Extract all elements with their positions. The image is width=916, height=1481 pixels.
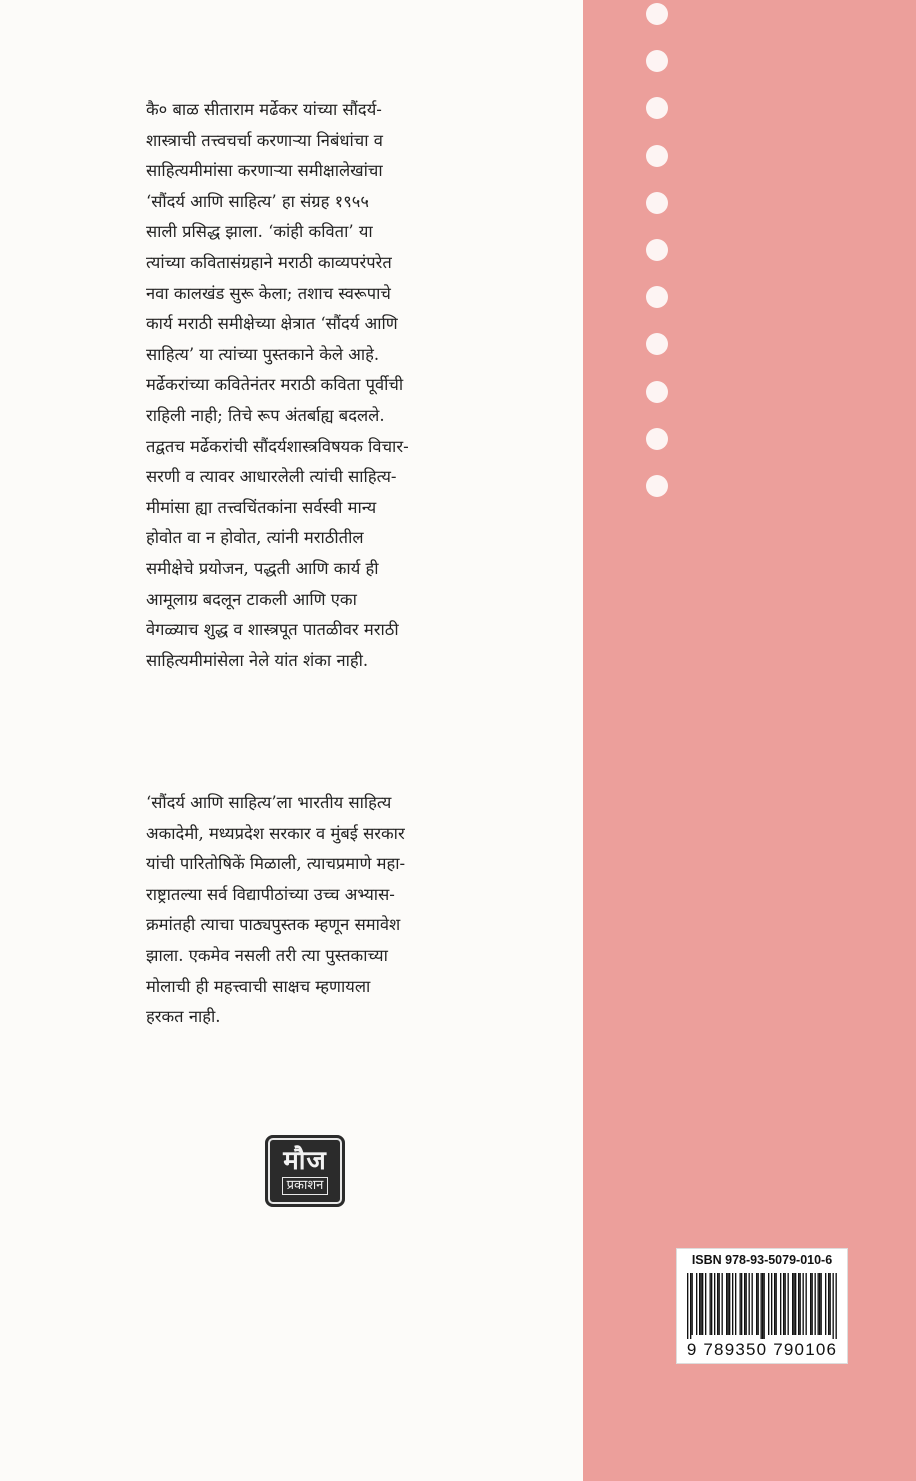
barcode-bar — [701, 1273, 702, 1335]
line: समीक्षेचे प्रयोजन, पद्धती आणि कार्य ही — [146, 558, 379, 578]
line: कै० बाळ सीताराम मर्ढेकर यांच्या सौंदर्य- — [146, 100, 382, 119]
line: झाला. एकमेव नसली तरी त्या पुस्तकाच्या — [146, 945, 388, 965]
line: यांची पारितोषिकें मिळाली, त्याचप्रमाणे महा- — [146, 854, 406, 874]
barcode-bar — [830, 1273, 831, 1335]
barcode-bar — [780, 1273, 781, 1335]
barcode-bar — [836, 1273, 837, 1339]
barcode-bar — [825, 1273, 826, 1335]
line: शास्त्राची तत्त्वचर्चा करणाऱ्या निबंधांचा व — [146, 130, 383, 150]
barcode-bar — [768, 1273, 769, 1335]
barcode-bar — [717, 1273, 718, 1335]
line: राहिली नाही; तिचे रूप अंतर्बाह्य बदलले. — [146, 405, 385, 425]
binding-dot — [646, 475, 668, 497]
description-paragraph-1 — [146, 95, 542, 676]
barcode-bars — [687, 1273, 837, 1339]
barcode-bar — [783, 1273, 784, 1335]
line: क्रमांतही त्याचा पाठ्यपुस्तक म्हणून समावेश — [146, 915, 401, 935]
barcode-bar — [771, 1273, 772, 1335]
line: साहित्यमीमांसा करणाऱ्या समीक्षालेखांचा — [146, 161, 383, 181]
barcode-bar — [810, 1273, 811, 1335]
barcode-bar — [690, 1273, 691, 1339]
barcode-bar — [735, 1273, 736, 1335]
barcode-bar — [740, 1273, 741, 1335]
barcode-bar — [774, 1273, 775, 1335]
binding-dot — [646, 192, 668, 214]
barcode-bar — [699, 1273, 700, 1335]
barcode-bar — [776, 1273, 777, 1335]
line: कार्य मराठी समीक्षेच्या क्षेत्रात ‘सौंदर्य आणि — [146, 314, 398, 334]
line: सरणी व त्यावर आधारलेली त्यांची साहित्य- — [146, 467, 397, 487]
barcode-bar — [752, 1273, 753, 1335]
barcode-bar — [728, 1273, 729, 1335]
line: मीमांसा ह्या तत्त्वचिंतकांना सर्वस्वी मान्य — [146, 497, 377, 517]
line: तद्वतच मर्ढेकरांची सौंदर्यशास्त्रविषयक विचार- — [146, 436, 409, 456]
barcode-bar — [702, 1273, 703, 1335]
barcode-bar — [764, 1273, 765, 1339]
barcode-bar — [705, 1273, 706, 1335]
description-paragraph-2 — [146, 788, 542, 1033]
barcode-bar — [818, 1273, 819, 1335]
barcode-bar — [729, 1273, 730, 1335]
line: साहित्यमीमांसेला नेले यांत शंका नाही. — [146, 650, 369, 670]
line: नवा कालखंड सुरू केला; तशाच स्वरूपाचे — [146, 283, 391, 303]
line: राष्ट्रातल्या सर्व विद्यापीठांच्या उच्च अभ्यास- — [146, 884, 395, 904]
barcode-bar — [833, 1273, 834, 1339]
line: साली प्रसिद्ध झाला. ‘कांही कविता’ या — [146, 222, 373, 242]
binding-dot — [646, 3, 668, 25]
barcode-bar — [758, 1273, 759, 1335]
barcode-bar — [785, 1273, 786, 1335]
binding-dot — [646, 428, 668, 450]
barcode-bar — [794, 1273, 795, 1335]
line: साहित्य’ या त्यांच्या पुस्तकाने केले आहे. — [146, 344, 380, 364]
line: ‘सौंदर्य आणि साहित्य’ हा संग्रह १९५५ — [146, 191, 369, 211]
barcode-bar — [744, 1273, 745, 1335]
barcode-bar — [692, 1273, 693, 1335]
line: ‘सौंदर्य आणि साहित्य’ला भारतीय साहित्य — [146, 793, 392, 812]
barcode-bar — [821, 1273, 822, 1335]
binding-dot — [646, 145, 668, 167]
barcode-bar — [819, 1273, 820, 1335]
line: मोलाची ही महत्त्वाची साक्षच म्हणायला — [146, 976, 371, 996]
publisher-logo-line1: मौज — [283, 1146, 327, 1176]
barcode-bar — [812, 1273, 813, 1335]
barcode-bar — [795, 1273, 796, 1335]
barcode-bar — [722, 1273, 723, 1335]
barcode-bar — [806, 1273, 807, 1335]
line: आमूलाग्र बदलून टाकली आणि एका — [146, 589, 357, 609]
barcode-bar — [710, 1273, 711, 1335]
barcode-bar — [803, 1273, 804, 1335]
barcode-bar — [800, 1273, 801, 1335]
barcode-bar — [746, 1273, 747, 1335]
barcode-bar — [714, 1273, 715, 1335]
barcode-bar — [798, 1273, 799, 1335]
binding-dot — [646, 239, 668, 261]
binding-dot — [646, 381, 668, 403]
line: होवोत वा न होवोत, त्यांनी मराठीतील — [146, 528, 364, 548]
barcode-bar — [761, 1273, 762, 1339]
barcode-bar — [749, 1273, 750, 1335]
barcode-bar — [726, 1273, 727, 1335]
barcode-bar — [741, 1273, 742, 1335]
barcode-bar — [756, 1273, 757, 1335]
barcode-bar — [828, 1273, 829, 1335]
line: त्यांच्या कवितासंग्रहाने मराठी काव्यपरंपरेत — [146, 252, 392, 272]
line: हरकत नाही. — [146, 1007, 221, 1027]
barcode-bar — [762, 1273, 763, 1339]
line: अकादेमी, मध्यप्रदेश सरकार व मुंबई सरकार — [146, 823, 405, 843]
barcode-bar — [711, 1273, 712, 1335]
barcode-bar — [687, 1273, 688, 1339]
barcode-digits: 9 789350 790106 — [686, 1340, 838, 1359]
publisher-logo — [265, 1135, 345, 1207]
publisher-logo-line2: प्रकाशन — [282, 1177, 329, 1195]
barcode-bar — [815, 1273, 816, 1335]
barcode-bar — [719, 1273, 720, 1335]
isbn-barcode — [676, 1248, 848, 1364]
barcode-bar — [792, 1273, 793, 1335]
line: वेगळ्याच शुद्ध व शास्त्रपूत पातळीवर मराठी — [146, 620, 399, 640]
barcode-bar — [788, 1273, 789, 1335]
line: मर्ढेकरांच्या कवितेनंतर मराठी कविता पूर्वीची — [146, 375, 404, 395]
barcode-bar — [696, 1273, 697, 1335]
barcode-bar — [732, 1273, 733, 1335]
isbn-label: ISBN 978-93-5079-010-6 — [691, 1253, 833, 1267]
